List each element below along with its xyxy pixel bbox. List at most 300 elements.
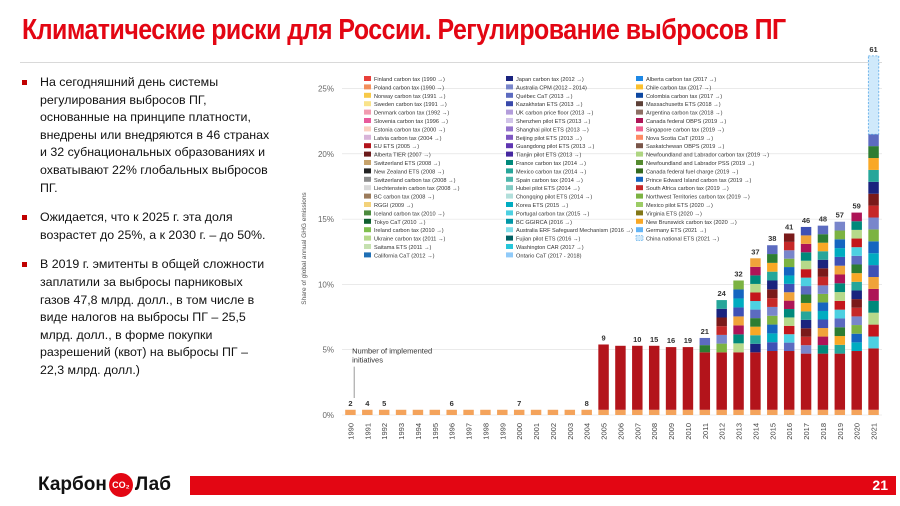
legend-swatch [506,160,513,165]
legend-swatch [636,168,643,173]
bar-segment-other [851,230,861,239]
bar-segment-eu-ets [767,351,777,410]
bar-segment-other [868,313,878,325]
bar-segment-other [868,146,878,158]
bar-count-label: 46 [801,215,811,225]
bar-segment-other [851,316,861,325]
bar-segment-other [818,268,828,277]
bar-segment-early-taxes [801,410,811,415]
bar-segment-other [835,310,845,319]
bar-segment-other [784,284,794,292]
bar-segment-other [801,345,811,353]
bar-segment-early-taxes [413,410,423,415]
bar-segment-early-taxes [733,410,743,415]
bar-segment-eu-ets [835,354,845,410]
legend-label: RGGI (2009 →) [374,203,414,209]
bar-segment-other [818,260,828,269]
bar-segment-early-taxes [700,410,710,415]
bar-segment-eu-ets [784,351,794,410]
legend-label: Poland carbon tax (1990 →) [374,85,444,92]
bar-segment-other [835,336,845,345]
legend-swatch [364,210,371,215]
bar-segment-other [767,325,777,334]
legend-label: Ireland carbon tax (2010 →) [374,228,444,235]
bar-segment-other [835,231,845,240]
bar-segment-other [851,247,861,256]
legend-label: Québec CaT (2013 →) [516,93,573,100]
bar-segment-other [868,253,878,265]
bar-segment-eu-ets [716,352,726,409]
x-tick-label: 2013 [734,423,744,440]
legend-label: Nova Scotia CaT (2019 →) [646,135,714,142]
legend-label: Denmark carbon tax (1992 →) [374,110,450,117]
bar-segment-other [767,307,777,316]
legend-swatch [506,126,513,131]
bar-segment-other [716,326,726,335]
bar-segment-other [784,309,794,317]
bar-segment-eu-ets [818,354,828,410]
x-tick-label: 2020 [852,423,862,440]
legend-swatch [506,244,513,249]
x-tick-label: 2005 [599,423,609,440]
bar-segment-other [818,243,828,252]
legend-swatch [506,76,513,81]
legend-swatch [636,210,643,215]
bar-segment-early-taxes [683,410,693,415]
bar-segment-early-taxes [818,410,828,415]
bar-segment-other [784,233,794,241]
bar-count-label: 48 [818,214,828,224]
bar-segment-other [801,311,811,319]
bar-count-label: 19 [683,336,693,346]
bar-segment-other [750,310,760,319]
bar-segment-other [835,248,845,257]
legend-label: Slovenia carbon tax (1996 →) [374,119,449,125]
x-tick-label: 2014 [751,423,761,440]
bullet-item: В 2019 г. эмитенты в общей сложности заплатили за выбросы парниковых газов 47,8 млрд. долл., в том числе в виде налогов на выбросы ПГ – 25,5 млрд. долл., в форме покупки разрешений (квот) на выбросы ПГ – 22,3 млрд. долл.) [20,256,270,379]
legend-label: Newfoundland and Labrador PSS (2019 →) [646,161,755,167]
legend-swatch [506,236,513,241]
legend-swatch [506,110,513,115]
bar-segment-other [868,206,878,218]
bar-segment-early-taxes [446,410,456,415]
x-tick-label: 2000 [515,423,525,440]
x-tick-label: 1992 [380,423,390,440]
x-tick-label: 2002 [548,423,558,440]
legend-swatch [506,177,513,182]
legend-label: Northwest Territories carbon tax (2019 →) [646,194,750,201]
logo-co2-badge: CO₂ [109,473,133,497]
legend-swatch [364,244,371,249]
bar-segment-other [750,301,760,310]
bar-segment-other [767,254,777,263]
x-tick-label: 2004 [582,423,592,440]
y-tick-label: 0% [322,411,334,420]
legend-label: Kazakhstan ETS (2013 →) [516,102,583,109]
legend-label: Switzerland ETS (2008 →) [374,161,441,167]
x-tick-label: 2012 [717,423,727,440]
company-logo [38,472,171,498]
legend-label: Saskatchewan OBPS (2019 →) [646,144,725,151]
legend-label: Latvia carbon tax (2004 →) [374,135,442,142]
footer-bar [190,476,896,495]
bar-segment-other [868,218,878,230]
bar-segment-other [784,275,794,283]
bar-segment-other [818,294,828,303]
legend-swatch [506,252,513,257]
legend-label: Guangdong pilot ETS (2013 →) [516,144,595,151]
legend-label: Prince Edward Island carbon tax (2019 →) [646,177,752,184]
bar-segment-other [868,194,878,206]
x-tick-label: 1990 [346,423,356,440]
annotation-label: Number of implemented initiatives [352,346,433,365]
bar-segment-early-taxes [851,410,861,415]
bar-segment-other [784,259,794,267]
bar-segment-eu-ets [683,347,693,410]
legend-label: Washington CAR (2017 →) [516,245,584,251]
legend-label: China national ETS (2021 →) [646,236,720,243]
bar-count-label: 9 [601,333,606,343]
bar-segment-other [767,245,777,254]
legend-label: Chile carbon tax (2017 →) [646,85,712,92]
legend-swatch [364,135,371,140]
bar-segment-other [733,280,743,289]
bar-segment-early-taxes [784,410,794,415]
legend-swatch [364,168,371,173]
legend-swatch [364,194,371,199]
legend-swatch [636,177,643,182]
x-tick-label: 2016 [785,423,795,440]
bar-segment-other [750,284,760,293]
bar-segment-early-taxes [396,410,406,415]
bar-segment-early-taxes [598,410,608,415]
bar-segment-early-taxes [565,410,575,415]
bar-segment-eu-ets [598,344,608,409]
legend-swatch [636,135,643,140]
bar-segment-other [700,338,710,345]
bar-segment-other [784,317,794,325]
bar-segment-other [835,345,845,354]
bar-segment-other [851,282,861,291]
legend-label: Fujian pilot ETS (2016 →) [516,236,581,243]
legend-label: Estonia carbon tax (2000 →) [374,127,446,134]
legend-label: Australia ERF Safeguard Mechanism (2016 →) [516,228,633,235]
bar-segment-other [818,285,828,294]
bar-segment-other [851,290,861,299]
legend-swatch [506,101,513,106]
bar-segment-other [716,335,726,344]
bar-segment-other [818,277,828,286]
legend-swatch [636,93,643,98]
legend-label: Tianjin pilot ETS (2013 →) [516,152,582,159]
bar-count-label: 6 [449,398,454,408]
x-tick-label: 2019 [835,423,845,440]
bar-count-label: 10 [633,334,642,344]
bar-segment-other [750,275,760,284]
legend-label: Norway carbon tax (1991 →) [374,93,446,100]
bar-segment-other [818,337,828,346]
legend-swatch [636,101,643,106]
legend-label: Shenzhen pilot ETS (2013 →) [516,119,591,125]
legend-label: Korea ETS (2015 →) [516,203,569,209]
legend-label: Beijing pilot ETS (2013 →) [516,135,582,142]
bar-segment-other [868,301,878,313]
y-tick-label: 15% [317,215,334,225]
bar-segment-other [750,292,760,301]
legend-swatch [636,84,643,89]
bar-segment-other [733,298,743,307]
x-tick-label: 2011 [700,423,710,440]
bar-segment-other [818,251,828,260]
legend-label: Newfoundland and Labrador carbon tax (2019 →) [646,152,770,159]
legend-swatch [364,93,371,98]
legend-label: Alberta carbon tax (2017 →) [646,77,717,83]
legend-swatch [506,135,513,140]
bar-segment-other [835,327,845,336]
bar-segment-other [868,289,878,301]
bar-segment-other [767,342,777,351]
bar-segment-other [801,328,811,336]
bar-count-label: 4 [365,398,370,408]
legend-label: Finland carbon tax (1990 →) [374,77,445,83]
legend-swatch [364,84,371,89]
bar-segment-early-taxes [632,410,642,415]
x-tick-label: 2001 [532,423,542,440]
legend-swatch [364,177,371,182]
bar-segment-other [835,301,845,310]
legend-swatch [636,185,643,190]
bar-segment-other [818,234,828,243]
bar-segment-other [801,244,811,252]
bar-segment-other [851,273,861,282]
bar-segment-other [868,241,878,253]
legend-swatch [364,160,371,165]
bar-segment-other [784,301,794,309]
bar-segment-other [835,318,845,327]
legend-label: UK carbon price floor (2013 →) [516,110,594,117]
legend-label: Virginia ETS (2020 →) [646,211,702,218]
x-tick-label: 2017 [802,423,812,440]
legend-label: Iceland carbon tax (2010 →) [374,211,445,218]
bar-segment-early-taxes [835,410,845,415]
legend-swatch [364,101,371,106]
bar-count-label: 7 [517,398,522,408]
bar-segment-other [733,325,743,334]
legend-swatch [636,110,643,115]
legend-swatch [506,194,513,199]
bar-segment-other [784,292,794,300]
bar-segment-eu-ets [851,351,861,410]
legend-label: Portugal carbon tax (2015 →) [516,211,590,218]
legend-label: Singapore carbon tax (2019 →) [646,127,725,134]
bar-segment-other [750,258,760,267]
legend-swatch [506,210,513,215]
bar-segment-early-taxes [430,410,440,415]
legend-label: Argentina carbon tax (2018 →) [646,110,723,117]
bar-segment-other [851,264,861,273]
x-tick-label: 2008 [650,423,660,440]
legend-swatch [506,202,513,207]
legend-swatch [364,236,371,241]
bar-segment-early-taxes [379,410,389,415]
bar-segment-eu-ets [750,352,760,409]
legend-label: South Africa carbon tax (2019 →) [646,186,729,193]
bar-segment-early-taxes [531,410,541,415]
legend-swatch [636,152,643,157]
bar-segment-early-taxes [666,410,676,415]
bar-segment-other [835,257,845,266]
legend-swatch [636,160,643,165]
bar-segment-other [733,307,743,316]
bar-segment-other [716,309,726,318]
bar-segment-other [767,316,777,325]
bar-segment-other [784,326,794,334]
bar-segment-other [801,337,811,345]
legend-swatch [506,219,513,224]
legend-swatch [506,118,513,123]
legend-swatch [364,110,371,115]
bar-segment-eu-ets [632,346,642,410]
bar-segment-early-taxes [548,410,558,415]
legend-swatch [636,143,643,148]
legend-label: Shanghai pilot ETS (2013 →) [516,127,589,134]
bar-segment-eu-ets [615,346,625,410]
bar-segment-early-taxes [767,410,777,415]
bar-segment-early-taxes [750,410,760,415]
bar-segment-other [818,319,828,328]
y-tick-label: 20% [317,149,334,159]
bar-segment-other [733,289,743,298]
bar-segment-other [801,235,811,243]
bar-count-label: 38 [768,234,777,244]
legend-swatch [364,252,371,257]
bar-segment-other [851,221,861,230]
legend-label: Colombia carbon tax (2017 →) [646,93,723,100]
bar-count-label: 59 [852,201,861,211]
x-tick-label: 1994 [413,423,423,440]
legend-label: California CaT (2012 →) [374,253,435,260]
legend-label: Hubei pilot ETS (2014 →) [516,186,580,193]
bar-count-label: 16 [666,336,676,346]
bar-count-label: 15 [650,334,659,344]
bar-segment-other [868,134,878,146]
bar-count-label: 41 [785,222,794,232]
legend-swatch [636,118,643,123]
bar-segment-early-taxes [581,410,591,415]
bar-segment-other [801,252,811,260]
legend-label: Canada federal fuel charge (2019 →) [646,169,739,176]
legend-label: EU ETS (2005 →) [374,144,420,151]
page-number: 21 [872,477,888,493]
title-divider [20,62,882,63]
bar-count-label: 2 [348,398,353,408]
bar-segment-other [767,289,777,298]
bullet-item: Ожидается, что к 2025 г. эта доля возрастет до 25%, а к 2030 г. – до 50%. [20,209,270,244]
bar-segment-china-ets [868,56,878,134]
bar-segment-other [750,267,760,276]
legend-label: Saitama ETS (2011 →) [374,245,432,251]
x-tick-label: 1999 [498,423,508,440]
legend-label: Sweden carbon tax (1991 →) [374,102,447,109]
bar-count-label: 21 [700,326,709,336]
bar-segment-other [801,227,811,235]
bar-segment-other [868,170,878,182]
bar-segment-other [801,303,811,311]
legend-swatch [506,84,513,89]
legend-swatch [364,76,371,81]
legend-label: New Zealand ETS (2008 →) [374,169,445,176]
legend-swatch [636,236,643,241]
legend-swatch [636,76,643,81]
x-tick-label: 2015 [768,423,778,440]
bar-count-label: 5 [382,398,387,408]
bar-segment-other [767,263,777,272]
bar-segment-other [750,318,760,327]
legend-swatch [506,185,513,190]
legend-label: Chongqing pilot ETS (2014 →) [516,194,593,201]
bar-segment-other [733,316,743,325]
bar-segment-other [784,242,794,250]
bar-segment-eu-ets [733,352,743,409]
bar-segment-other [767,280,777,289]
bar-segment-other [868,337,878,349]
legend-swatch [506,93,513,98]
bar-segment-other [851,334,861,343]
bar-count-label: 37 [751,247,760,257]
x-tick-label: 2003 [565,423,575,440]
legend-swatch [364,126,371,131]
bar-segment-other [801,320,811,328]
bar-segment-other [851,239,861,248]
legend-swatch [506,227,513,232]
legend-swatch [364,219,371,224]
legend-label: Mexico carbon tax (2014 →) [516,169,587,176]
bar-segment-early-taxes [868,410,878,415]
legend-label: BC GGIRCA (2016 →) [516,219,572,226]
bar-segment-early-taxes [480,410,490,415]
legend-label: Ontario CaT (2017 - 2018) [516,253,582,260]
bar-segment-early-taxes [649,410,659,415]
bar-segment-early-taxes [463,410,473,415]
legend-label: Canada federal OBPS (2019 →) [646,119,727,125]
legend-swatch [364,185,371,190]
bar-segment-other [868,277,878,289]
y-tick-label: 5% [322,345,334,355]
logo-text-left: Карбон [38,474,107,495]
legend-swatch [636,126,643,131]
bar-segment-other [750,344,760,353]
bar-segment-other [801,261,811,269]
bar-segment-eu-ets [801,354,811,410]
bar-segment-early-taxes [345,410,355,415]
legend-label: Australia CPM (2012 - 2014) [516,85,587,92]
bar-segment-other [851,342,861,351]
bar-segment-other [818,345,828,354]
bar-segment-other [784,343,794,351]
y-tick-label: 25% [317,84,334,94]
x-tick-label: 2006 [616,423,626,440]
legend-label: Japan carbon tax (2012 →) [516,77,584,83]
x-tick-label: 1996 [447,423,457,440]
bar-segment-other [851,213,861,222]
legend-label: Massachusetts ETS (2018 →) [646,102,721,109]
bar-segment-other [801,269,811,277]
x-tick-label: 1995 [430,423,440,440]
bar-segment-other [716,344,726,353]
bar-segment-other [835,292,845,301]
bar-segment-eu-ets [700,352,710,409]
x-tick-label: 1997 [464,423,474,440]
